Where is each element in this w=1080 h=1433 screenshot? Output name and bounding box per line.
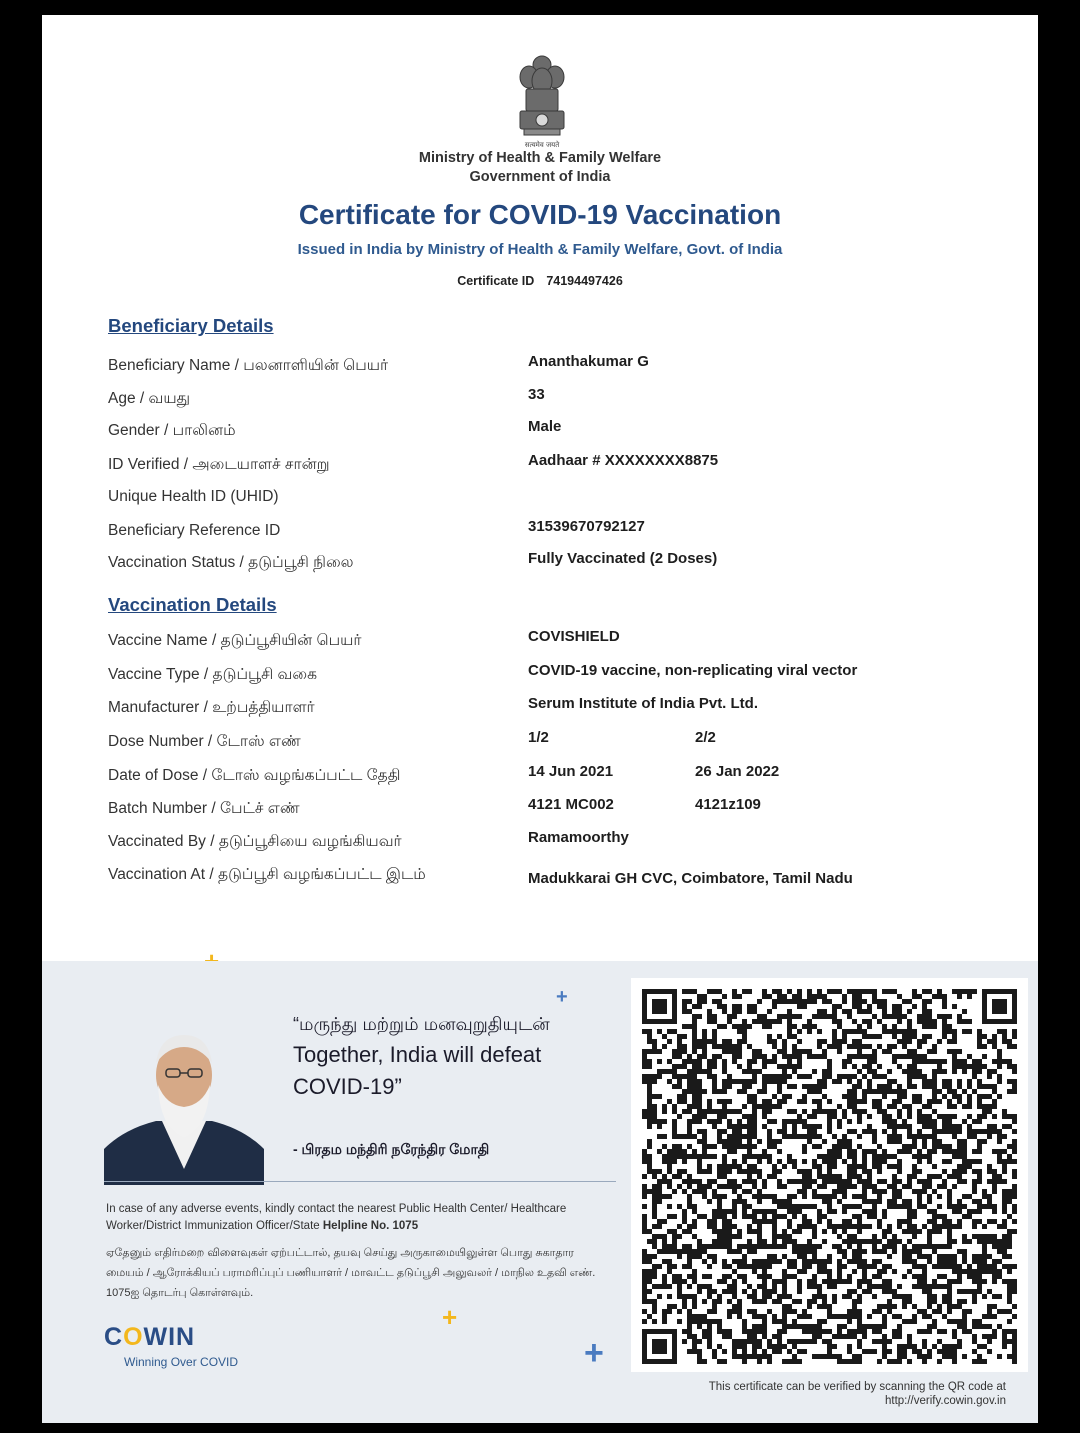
field-label: Batch Number / பேட்ச் எண் [108, 800, 300, 817]
plus-decoration-icon: + [442, 1302, 458, 1332]
field-label: Gender / பாலினம் [108, 422, 236, 439]
notice-text: In case of any adverse events, kindly contact the nearest Public Health Center/ Healthcare Worker/District Immunization Officer/State [106, 1203, 567, 1232]
dose1-value: 1/2 [528, 729, 549, 746]
field-value: Madukkarai GH CVC, Coimbatore, Tamil Nadu [528, 870, 853, 887]
certificate-footer [42, 961, 1038, 1423]
field-label: ID Verified / அடையாளச் சான்று [108, 456, 330, 473]
field-value: Aadhaar # XXXXXXXX8875 [528, 452, 719, 469]
beneficiary-reference-id-row [42, 518, 1038, 552]
vaccination-details-heading: Vaccination Details [108, 594, 277, 615]
dose2-value: 26 Jan 2022 [695, 763, 780, 780]
field-label: Vaccinated By / தடுப்பூசியை வழங்கியவர் [108, 833, 402, 850]
dose2-value: 2/2 [695, 729, 716, 746]
dose1-value: 4121 MC002 [528, 796, 614, 813]
field-label: Manufacturer / உற்பத்தியாளர் [108, 699, 315, 716]
helpline-number: Helpline No. 1075 [322, 1220, 419, 1232]
certificate-title: Certificate for COVID-19 Vaccination [298, 199, 782, 230]
national-emblem-icon [512, 51, 572, 151]
field-label: Beneficiary Name / பலனாளியின் பெயர் [108, 357, 389, 374]
cowin-tagline: Winning Over COVID [124, 1355, 239, 1369]
cowin-logo-c: C [104, 1323, 124, 1351]
field-value: 31539670792127 [528, 518, 645, 535]
manufacturer-row [42, 695, 1038, 729]
adverse-events-notice-tamil: ஏதேனும் எதிர்மறை விளைவுகள் ஏற்பட்டால், தயவு செய்து அருகாமையிலுள்ள பொது சுகாதார மையம் / ஆரோக்கியப் பராமரிப்புப் பணியாளர் / மாவட்ட தடுப்பூசி அலுவலர் / மாநில உதவி எண். 1075ஐ தொடர்பு கொள்ளவும். [106, 1247, 596, 1299]
vaccinated-at-row [42, 866, 1038, 936]
plus-decoration-icon: + [584, 1334, 604, 1372]
field-label: Vaccination Status / தடுப்பூசி நிலை [108, 554, 354, 571]
emblem-caption: सत्यमेव जयते [524, 141, 560, 149]
divider [104, 1181, 616, 1182]
prime-minister-portrait [104, 1029, 264, 1185]
field-value: Serum Institute of India Pvt. Ltd. [528, 695, 759, 712]
field-label: Unique Health ID (UHID) [108, 488, 279, 505]
verification-text: This certificate can be verified by scanning the QR code at [708, 1381, 1006, 1393]
field-value: COVISHIELD [528, 628, 620, 645]
beneficiary-name-row [42, 353, 1038, 387]
cowin-logo-rest: WIN [143, 1323, 196, 1351]
vaccine-name-row [42, 628, 1038, 662]
field-value: 33 [528, 386, 545, 403]
date-of-dose-row [42, 763, 1038, 797]
dose-number-row [42, 729, 1038, 763]
vaccine-type-row [42, 662, 1038, 696]
field-label: Date of Dose / டோஸ் வழங்கப்பட்ட தேதி [108, 767, 401, 784]
quote-english: Together, India will defeat COVID-19” [293, 1042, 542, 1099]
field-value: COVID-19 vaccine, non-replicating viral vector [528, 662, 858, 679]
gender-row [42, 418, 1038, 452]
dose1-value: 14 Jun 2021 [528, 763, 614, 780]
vaccinated-by-row [42, 829, 1038, 863]
qr-code-icon [642, 989, 1017, 1364]
dose2-value: 4121z109 [695, 796, 761, 813]
id-verified-row [42, 452, 1038, 486]
vaccination-certificate [42, 15, 1038, 1423]
age-row [42, 386, 1038, 420]
field-label: Vaccine Type / தடுப்பூசி வகை [108, 666, 317, 683]
field-label: Age / வயது [108, 390, 191, 407]
field-label: Vaccination At / தடுப்பூசி வழங்கப்பட்ட இடம் [108, 866, 426, 883]
cowin-logo [104, 1323, 195, 1352]
field-label: Dose Number / டோஸ் எண் [108, 733, 301, 750]
field-label: Beneficiary Reference ID [108, 522, 281, 539]
certificate-id-value: 74194497426 [546, 274, 623, 288]
qr-code-panel [631, 978, 1028, 1372]
vaccination-status-row [42, 550, 1038, 584]
field-value: Ananthakumar G [528, 353, 649, 370]
field-value: Fully Vaccinated (2 Doses) [528, 550, 718, 567]
field-value: Ramamoorthy [528, 829, 629, 846]
ministry-line: Ministry of Health & Family Welfare [418, 150, 662, 166]
quote-author: - பிரதம மந்திரி நரேந்திர மோதி [293, 1141, 490, 1157]
cowin-logo-o: O [123, 1323, 144, 1351]
ministry-name [42, 149, 1038, 187]
quote-text [293, 1013, 613, 1103]
uhid-row [42, 488, 1038, 518]
verification-note [602, 1380, 1006, 1408]
field-label: Vaccine Name / தடுப்பூசியின் பெயர் [108, 632, 362, 649]
plus-decoration-icon: + [556, 986, 568, 1008]
batch-number-row [42, 796, 1038, 830]
certificate-subtitle: Issued in India by Ministry of Health & Family Welfare, Govt. of India [297, 241, 783, 258]
quote-tamil: “மருந்து மற்றும் மனவுறுதியுடன் [293, 1014, 550, 1034]
adverse-events-notice [106, 1201, 586, 1235]
government-line: Government of India [469, 169, 611, 185]
certificate-id-label: Certificate ID [457, 274, 535, 288]
beneficiary-details-heading: Beneficiary Details [108, 315, 274, 336]
certificate-id [42, 274, 1038, 288]
verification-url: http://verify.cowin.gov.in [884, 1395, 1006, 1407]
field-value: Male [528, 418, 562, 435]
